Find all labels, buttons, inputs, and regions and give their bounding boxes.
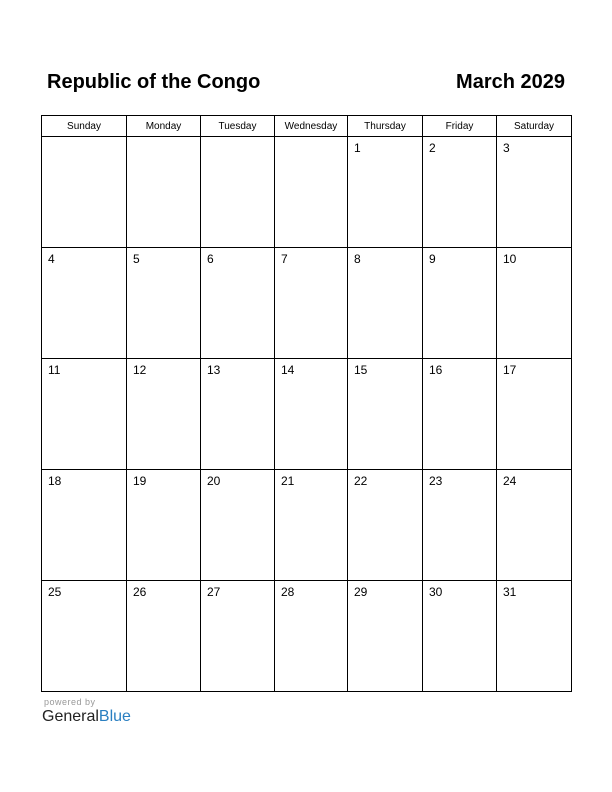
day-number: 2 [429,141,436,155]
day-cell [497,137,572,248]
day-cell [42,359,127,470]
day-cell [201,359,275,470]
week-row [42,581,572,692]
day-cell [348,137,423,248]
week-row [42,248,572,359]
day-cell [201,248,275,359]
day-cell [348,248,423,359]
day-number: 25 [48,585,62,599]
day-number: 9 [429,252,436,266]
day-cell [42,137,127,248]
day-cell [201,137,275,248]
day-cell [423,470,497,581]
day-cell [497,359,572,470]
day-number: 7 [281,252,288,266]
day-cell [275,581,348,692]
day-cell [42,581,127,692]
calendar-month-title: March 2029 [456,71,565,93]
day-cell [127,470,201,581]
powered-by-label: powered by [44,697,96,707]
day-number [201,137,274,141]
day-cell [201,581,275,692]
weekday-header: Sunday [42,116,127,137]
day-number [42,137,126,141]
day-cell [275,359,348,470]
day-cell [348,581,423,692]
day-cell [423,248,497,359]
day-number: 15 [354,363,368,377]
day-cell [348,359,423,470]
day-cell [127,248,201,359]
brand-text-blue: Blue [98,708,131,725]
day-number: 1 [354,141,361,155]
weekday-header: Thursday [348,116,423,137]
day-number: 14 [281,363,295,377]
day-cell [497,248,572,359]
day-number: 5 [133,252,140,266]
day-cell [275,470,348,581]
day-number: 10 [503,252,517,266]
weekday-header: Wednesday [275,116,348,137]
day-cell [42,470,127,581]
day-cell [127,359,201,470]
day-cell [423,581,497,692]
day-number: 19 [133,474,147,488]
day-cell [275,137,348,248]
weekday-header: Monday [127,116,201,137]
day-cell [275,248,348,359]
day-number: 13 [207,363,221,377]
week-row [42,137,572,248]
day-number: 21 [281,474,295,488]
day-number [275,137,347,141]
day-number: 30 [429,585,443,599]
day-number: 17 [503,363,517,377]
brand-text-general: General [42,708,99,725]
generalblue-logo[interactable] [42,708,131,726]
day-cell [423,359,497,470]
weekday-header: Saturday [497,116,572,137]
day-cell [201,470,275,581]
day-cell [423,137,497,248]
day-number: 26 [133,585,147,599]
day-number: 27 [207,585,221,599]
day-cell [497,470,572,581]
weekday-header: Friday [423,116,497,137]
day-number: 3 [503,141,510,155]
week-row [42,359,572,470]
day-number: 31 [503,585,517,599]
day-number: 23 [429,474,443,488]
weekday-header: Tuesday [201,116,275,137]
day-number: 29 [354,585,368,599]
weekday-header-row [42,116,572,137]
calendar-country-title: Republic of the Congo [47,71,261,93]
day-cell [42,248,127,359]
calendar-grid [41,115,572,692]
week-row [42,470,572,581]
day-number: 8 [354,252,361,266]
day-number: 4 [48,252,55,266]
day-number: 6 [207,252,214,266]
day-number: 22 [354,474,368,488]
day-number: 12 [133,363,147,377]
day-number: 16 [429,363,443,377]
day-number: 18 [48,474,62,488]
day-cell [497,581,572,692]
day-number: 11 [48,363,61,377]
day-cell [348,470,423,581]
day-number [127,137,200,141]
day-cell [127,581,201,692]
day-number: 28 [281,585,295,599]
day-cell [127,137,201,248]
day-number: 20 [207,474,221,488]
day-number: 24 [503,474,517,488]
